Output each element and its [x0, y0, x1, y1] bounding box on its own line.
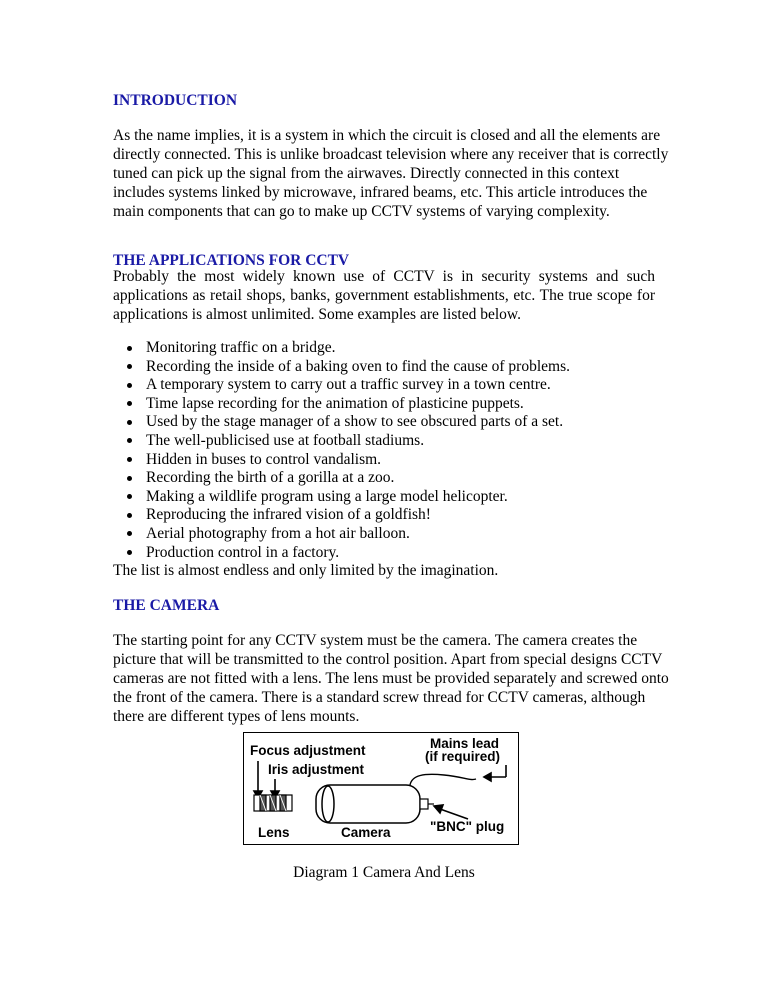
camera-paragraph: [113, 631, 669, 726]
list-item-text: A temporary system to carry out a traffic survey in a town centre.: [146, 376, 551, 394]
list-item-text: Recording the inside of a baking oven to find the cause of problems.: [146, 357, 570, 375]
paragraph-line: main components that can go to make up CCTV systems of varying complexity.: [113, 203, 610, 220]
list-item-text: Used by the stage manager of a show to see obscured parts of a set.: [146, 413, 564, 431]
lens-label: Lens: [258, 825, 290, 840]
list-item-text: Hidden in buses to control vandalism.: [146, 450, 382, 468]
list-item: [113, 487, 655, 506]
camera-body-icon: [316, 785, 420, 823]
bnc-arrow: [434, 805, 468, 819]
focus-adjustment-label: Focus adjustment: [250, 743, 366, 758]
bullet-icon: [127, 457, 132, 462]
diagram-caption: Diagram 1 Camera And Lens: [293, 864, 475, 881]
lens-icon: [254, 795, 292, 811]
list-item: [113, 468, 655, 487]
mains-lead-icon: [410, 774, 476, 785]
paragraph-line: As the name implies, it is a system in which the circuit is closed and all the elements are: [113, 127, 661, 144]
camera-lens-diagram: [243, 732, 519, 845]
camera-lens-illustration: [244, 733, 520, 846]
introduction-section: [113, 91, 655, 110]
paragraph-line: applications is almost unlimited. Some examples are listed below.: [113, 306, 521, 323]
bullet-icon: [127, 420, 132, 425]
list-item: [113, 338, 655, 357]
bnc-plug-label: "BNC" plug: [430, 819, 505, 834]
bullet-icon: [127, 494, 132, 499]
list-item-text: The well-publicised use at football stadiums.: [146, 431, 425, 449]
focus-arrow: [254, 761, 262, 798]
bullet-icon: [127, 383, 132, 388]
mains-arrow: [484, 765, 506, 781]
camera-section: [113, 596, 655, 615]
bullet-icon: [127, 513, 132, 518]
list-item-text: Reproducing the infrared vision of a goldfish!: [146, 506, 431, 524]
list-item-text: Aerial photography from a hot air balloon.: [146, 524, 410, 542]
list-item: [113, 394, 655, 413]
list-item: [113, 431, 655, 450]
paragraph-line: picture that will be transmitted to the control position. Apart from special designs CCTV: [113, 651, 663, 668]
applications-list: [113, 338, 655, 561]
applications-paragraph: [113, 267, 655, 324]
list-item-text: Monitoring traffic on a bridge.: [146, 339, 336, 356]
list-item-text: Production control in a factory.: [146, 543, 340, 561]
paragraph-line: directly connected. This is unlike broadcast television where any receiver that is correctly: [113, 146, 669, 163]
mains-lead-label: Mains lead: [430, 736, 500, 751]
paragraph-line: cameras are not fitted with a lens. The lens must be provided separately and screwed onto: [113, 670, 669, 687]
paragraph-line: applications as retail shops, banks, government establishments, etc. The true scope for: [113, 287, 655, 304]
list-item: [113, 524, 655, 543]
introduction-paragraph: [113, 126, 669, 221]
camera-heading: THE CAMERA: [113, 597, 220, 614]
bullet-icon: [127, 438, 132, 443]
bullet-icon: [127, 346, 132, 351]
paragraph-line: the front of the camera. There is a standard screw thread for CCTV cameras, although: [113, 689, 646, 706]
paragraph-line: tuned can pick up the signal from the airwaves. Directly connected in this context: [113, 165, 620, 182]
bullet-icon: [127, 550, 132, 555]
iris-adjustment-label: Iris adjustment: [268, 762, 365, 777]
bullet-icon: [127, 531, 132, 536]
paragraph-line: Probably the most widely known use of CCTV is in security systems and such: [113, 268, 655, 285]
applications-closing: The list is almost endless and only limited by the imagination.: [113, 562, 499, 579]
list-item: [113, 412, 655, 431]
if-required-label: (if required): [425, 749, 501, 764]
list-item-text: Recording the birth of a gorilla at a zoo.: [146, 469, 395, 487]
bullet-icon: [127, 401, 132, 406]
bullet-icon: [127, 364, 132, 369]
list-item: [113, 450, 655, 469]
introduction-heading: INTRODUCTION: [113, 92, 238, 109]
paragraph-line: there are different types of lens mounts.: [113, 708, 360, 725]
list-item: [113, 357, 655, 376]
list-item: [113, 375, 655, 394]
camera-label: Camera: [341, 825, 391, 840]
bullet-icon: [127, 476, 132, 481]
list-item-text: Time lapse recording for the animation of plasticine puppets.: [146, 394, 524, 412]
applications-heading: THE APPLICATIONS FOR CCTV: [113, 252, 350, 269]
list-item: [113, 505, 655, 524]
paragraph-line: includes systems linked by microwave, infrared beams, etc. This article introduces the: [113, 184, 648, 201]
paragraph-line: The starting point for any CCTV system must be the camera. The camera creates the: [113, 632, 638, 649]
list-item: [113, 543, 655, 562]
list-item-text: Making a wildlife program using a large model helicopter.: [146, 487, 508, 505]
bnc-plug-icon: [420, 799, 434, 809]
